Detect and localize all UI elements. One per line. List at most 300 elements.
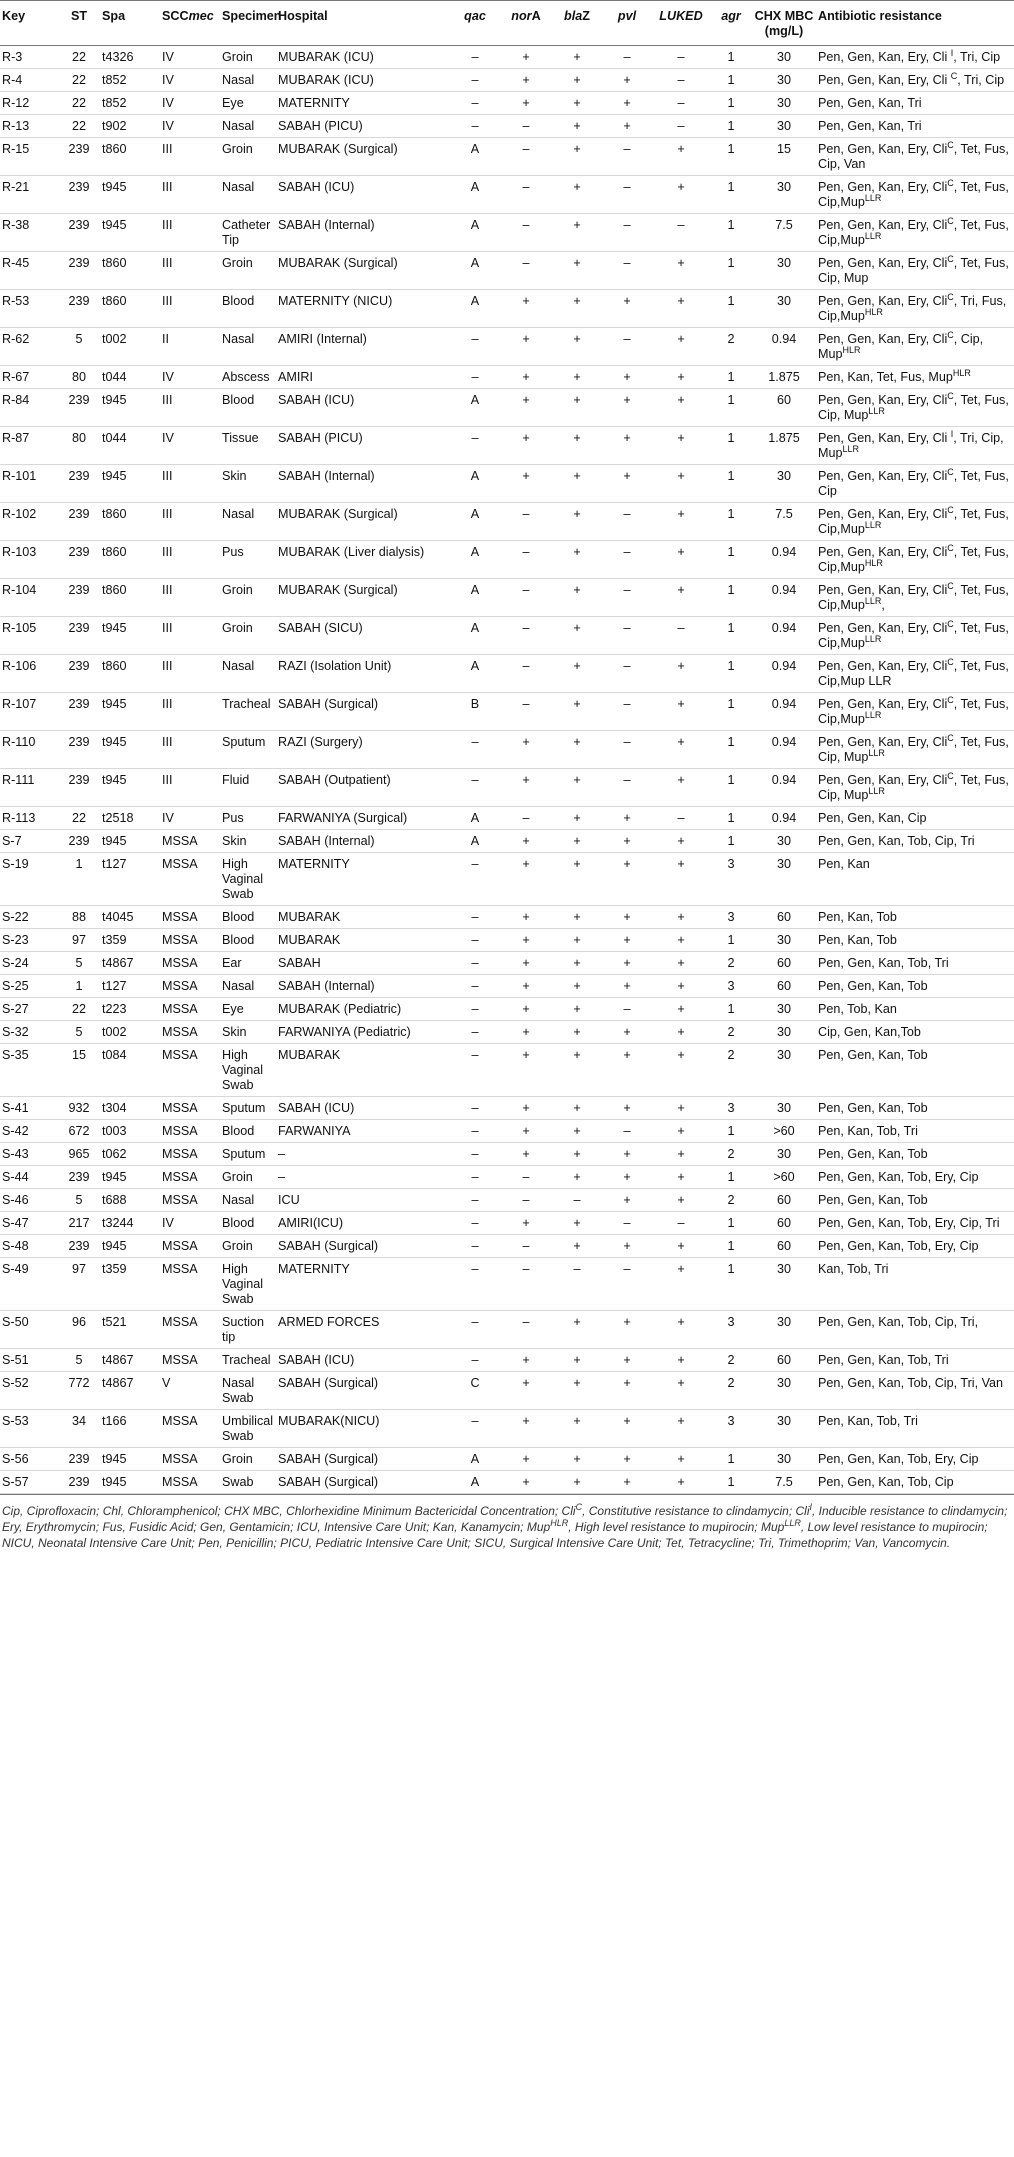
qac-cell: – — [450, 366, 500, 389]
blaz-cell: + — [552, 1166, 602, 1189]
column-header-hospital: Hospital — [276, 1, 450, 46]
chx-mbc-cell: 30 — [752, 1410, 816, 1448]
nora-cell: + — [500, 46, 552, 69]
blaz-cell: + — [552, 1143, 602, 1166]
sccmec-cell: MSSA — [160, 1044, 220, 1097]
nora-cell: + — [500, 366, 552, 389]
pvl-cell: + — [602, 427, 652, 465]
pvl-cell: + — [602, 975, 652, 998]
specimen-cell: Skin — [220, 1021, 276, 1044]
pvl-cell: – — [602, 328, 652, 366]
spa-cell: t860 — [100, 579, 160, 617]
column-header-chx-mbc: CHX MBC (mg/L) — [752, 1, 816, 46]
qac-cell: A — [450, 830, 500, 853]
key-cell: R-110 — [0, 731, 58, 769]
antibiotic-resistance-cell: Pen, Gen, Kan, Tob — [816, 975, 1014, 998]
blaz-cell: + — [552, 693, 602, 731]
sccmec-cell: MSSA — [160, 1258, 220, 1311]
sccmec-cell: V — [160, 1372, 220, 1410]
pvl-cell: – — [602, 655, 652, 693]
key-cell: S-23 — [0, 929, 58, 952]
spa-cell: t945 — [100, 731, 160, 769]
spa-cell: t945 — [100, 617, 160, 655]
table-row — [0, 693, 1014, 731]
antibiotic-resistance-cell: Pen, Gen, Kan, Ery, Cli$^C$, Tet, Fus, Cip, Mup — [816, 252, 1014, 290]
chx-mbc-cell: >60 — [752, 1120, 816, 1143]
blaz-cell: + — [552, 617, 602, 655]
nora-cell: + — [500, 1448, 552, 1471]
luked-cell: + — [652, 693, 710, 731]
qac-cell: A — [450, 807, 500, 830]
spa-cell: t688 — [100, 1189, 160, 1212]
spa-cell: t304 — [100, 1097, 160, 1120]
table-row — [0, 115, 1014, 138]
column-header-sccmec: SCCmec — [160, 1, 220, 46]
qac-cell: – — [450, 1189, 500, 1212]
pvl-cell: + — [602, 1044, 652, 1097]
specimen-cell: Blood — [220, 1212, 276, 1235]
antibiotic-resistance-cell: Pen, Gen, Kan, Ery, Cli$^C$, Tet, Fus, Cip,Mup$^{LLR}$ — [816, 176, 1014, 214]
table-row — [0, 69, 1014, 92]
antibiotic-resistance-cell: Pen, Gen, Kan, Tob, Cip, Tri, Van — [816, 1372, 1014, 1410]
agr-cell: 1 — [710, 655, 752, 693]
sccmec-cell: IV — [160, 427, 220, 465]
luked-cell: + — [652, 1235, 710, 1258]
st-cell: 239 — [58, 290, 100, 328]
table-row — [0, 731, 1014, 769]
spa-cell: t127 — [100, 975, 160, 998]
luked-cell: + — [652, 1120, 710, 1143]
antibiotic-resistance-cell: Pen, Gen, Kan, Tob — [816, 1044, 1014, 1097]
st-cell: 80 — [58, 427, 100, 465]
luked-cell: + — [652, 1097, 710, 1120]
hospital-cell: MUBARAK (ICU) — [276, 69, 450, 92]
qac-cell: – — [450, 46, 500, 69]
hospital-cell: SABAH (ICU) — [276, 1349, 450, 1372]
pvl-cell: + — [602, 1143, 652, 1166]
sccmec-cell: MSSA — [160, 1120, 220, 1143]
spa-cell: t902 — [100, 115, 160, 138]
column-header-agr: agr — [710, 1, 752, 46]
table-row — [0, 853, 1014, 906]
chx-mbc-cell: 30 — [752, 830, 816, 853]
specimen-cell: Pus — [220, 807, 276, 830]
specimen-cell: High Vaginal Swab — [220, 1044, 276, 1097]
key-cell: S-51 — [0, 1349, 58, 1372]
st-cell: 239 — [58, 830, 100, 853]
table-row — [0, 46, 1014, 69]
luked-cell: + — [652, 1021, 710, 1044]
agr-cell: 1 — [710, 998, 752, 1021]
pvl-cell: + — [602, 1410, 652, 1448]
chx-mbc-cell: 0.94 — [752, 769, 816, 807]
spa-cell: t003 — [100, 1120, 160, 1143]
luked-cell: + — [652, 176, 710, 214]
key-cell: R-21 — [0, 176, 58, 214]
pvl-cell: + — [602, 366, 652, 389]
key-cell: R-12 — [0, 92, 58, 115]
table-row — [0, 1235, 1014, 1258]
hospital-cell: MATERNITY (NICU) — [276, 290, 450, 328]
agr-cell: 1 — [710, 465, 752, 503]
luked-cell: + — [652, 1349, 710, 1372]
antibiotic-resistance-cell: Pen, Gen, Kan, Ery, Cli$^C$, Tet, Fus, Cip,Mup$^{LLR}$, — [816, 579, 1014, 617]
st-cell: 5 — [58, 1189, 100, 1212]
chx-mbc-cell: 7.5 — [752, 1471, 816, 1494]
antibiotic-resistance-cell: Pen, Gen, Kan, Ery, Cli$^C$, Tri, Fus, Cip,Mup$^{HLR}$ — [816, 290, 1014, 328]
antibiotic-resistance-cell: Pen, Gen, Kan, Tob, Ery, Cip — [816, 1235, 1014, 1258]
antibiotic-resistance-cell: Pen, Gen, Kan, Ery, Cli$^C$, Tet, Fus, Cip,Mup$^{LLR}$ — [816, 214, 1014, 252]
spa-cell: t127 — [100, 853, 160, 906]
st-cell: 239 — [58, 1448, 100, 1471]
nora-cell: – — [500, 807, 552, 830]
qac-cell: – — [450, 998, 500, 1021]
spa-cell: t044 — [100, 366, 160, 389]
key-cell: S-48 — [0, 1235, 58, 1258]
pvl-cell: – — [602, 46, 652, 69]
table-row — [0, 1097, 1014, 1120]
chx-mbc-cell: 30 — [752, 46, 816, 69]
pvl-cell: – — [602, 579, 652, 617]
nora-cell: + — [500, 769, 552, 807]
specimen-cell: Eye — [220, 92, 276, 115]
key-cell: R-13 — [0, 115, 58, 138]
nora-cell: + — [500, 427, 552, 465]
nora-cell: + — [500, 853, 552, 906]
blaz-cell: + — [552, 252, 602, 290]
table-row — [0, 929, 1014, 952]
pvl-cell: + — [602, 1471, 652, 1494]
blaz-cell: + — [552, 1044, 602, 1097]
pvl-cell: + — [602, 807, 652, 830]
sccmec-cell: IV — [160, 115, 220, 138]
st-cell: 97 — [58, 929, 100, 952]
antibiotic-resistance-cell: Pen, Gen, Kan, Ery, Cli$^C$, Tet, Fus, Cip, Van — [816, 138, 1014, 176]
antibiotic-resistance-cell: Pen, Kan, Tet, Fus, Mup$^{HLR}$ — [816, 366, 1014, 389]
luked-cell: + — [652, 1166, 710, 1189]
table-footnote: Cip, Ciprofloxacin; Chl, Chloramphenicol; CHX MBC, Chlorhexidine Minimum Bactericidal Concentration; Cli$^C$, Constitutive resistance to clindamycin; Cli$^I$, Inducible resistance to clindamycin; Ery, Erythromycin; Fus, Fusidic Acid; Gen, Gentamicin; ICU, Intensive Care Unit; Kan, Kanamycin; Mup$^{HLR}$, High level resistance to mupirocin; Mup$^{LLR}$, Low level resistance to mupirocin; NICU, Neonatal Intensive Care Unit; Pen, Penicillin; PICU, Pediatric Intensive Care Unit; SICU, Surgical Intensive Care Unit; Tet, Tetracycline; Tri, Trimethoprim; Van, Vancomycin. — [0, 1494, 1014, 1551]
blaz-cell: + — [552, 290, 602, 328]
spa-cell: t4326 — [100, 46, 160, 69]
table-row — [0, 579, 1014, 617]
antibiotic-resistance-cell: Pen, Gen, Kan, Ery, Cli$^C$, Tet, Fus, Cip,Mup$^{LLR}$ — [816, 503, 1014, 541]
blaz-cell: + — [552, 1372, 602, 1410]
antibiotic-resistance-cell: Pen, Gen, Kan, Tob, Cip, Tri, — [816, 1311, 1014, 1349]
qac-cell: – — [450, 1212, 500, 1235]
table-row — [0, 617, 1014, 655]
antibiotic-resistance-cell: Pen, Gen, Kan, Tri — [816, 115, 1014, 138]
hospital-cell: AMIRI (Internal) — [276, 328, 450, 366]
blaz-cell: + — [552, 541, 602, 579]
agr-cell: 1 — [710, 1448, 752, 1471]
st-cell: 239 — [58, 1235, 100, 1258]
key-cell: S-46 — [0, 1189, 58, 1212]
spa-cell: t852 — [100, 69, 160, 92]
table-row — [0, 769, 1014, 807]
luked-cell: + — [652, 328, 710, 366]
luked-cell: – — [652, 807, 710, 830]
antibiotic-resistance-cell: Kan, Tob, Tri — [816, 1258, 1014, 1311]
table-row — [0, 541, 1014, 579]
pvl-cell: + — [602, 92, 652, 115]
agr-cell: 1 — [710, 366, 752, 389]
key-cell: S-56 — [0, 1448, 58, 1471]
table-row — [0, 1189, 1014, 1212]
antibiotic-resistance-cell: Pen, Gen, Kan, Tob — [816, 1189, 1014, 1212]
pvl-cell: – — [602, 998, 652, 1021]
key-cell: R-15 — [0, 138, 58, 176]
st-cell: 22 — [58, 998, 100, 1021]
agr-cell: 2 — [710, 328, 752, 366]
qac-cell: A — [450, 138, 500, 176]
key-cell: R-53 — [0, 290, 58, 328]
key-cell: S-22 — [0, 906, 58, 929]
pvl-cell: + — [602, 1349, 652, 1372]
luked-cell: + — [652, 427, 710, 465]
column-header-specimen: Specimen — [220, 1, 276, 46]
spa-cell: t945 — [100, 830, 160, 853]
antibiotic-resistance-cell: Pen, Gen, Kan, Tob, Cip, Tri — [816, 830, 1014, 853]
table-header-row — [0, 1, 1014, 46]
sccmec-cell: MSSA — [160, 906, 220, 929]
qac-cell: – — [450, 1349, 500, 1372]
hospital-cell: ARMED FORCES — [276, 1311, 450, 1349]
sccmec-cell: IV — [160, 69, 220, 92]
sccmec-cell: MSSA — [160, 1235, 220, 1258]
specimen-cell: Blood — [220, 1120, 276, 1143]
specimen-cell: Sputum — [220, 1143, 276, 1166]
pvl-cell: + — [602, 290, 652, 328]
hospital-cell: MUBARAK (Pediatric) — [276, 998, 450, 1021]
hospital-cell: SABAH (SICU) — [276, 617, 450, 655]
agr-cell: 1 — [710, 138, 752, 176]
sccmec-cell: MSSA — [160, 929, 220, 952]
pvl-cell: + — [602, 1021, 652, 1044]
pvl-cell: + — [602, 929, 652, 952]
qac-cell: – — [450, 1097, 500, 1120]
chx-mbc-cell: 0.94 — [752, 328, 816, 366]
specimen-cell: Eye — [220, 998, 276, 1021]
blaz-cell: + — [552, 853, 602, 906]
pvl-cell: – — [602, 252, 652, 290]
chx-mbc-cell: 0.94 — [752, 617, 816, 655]
qac-cell: – — [450, 1021, 500, 1044]
specimen-cell: Umbilical Swab — [220, 1410, 276, 1448]
antibiotic-resistance-cell: Pen, Gen, Kan, Tob, Tri — [816, 1349, 1014, 1372]
table-row — [0, 1372, 1014, 1410]
spa-cell: t945 — [100, 1166, 160, 1189]
qac-cell: – — [450, 906, 500, 929]
key-cell: S-47 — [0, 1212, 58, 1235]
key-cell: R-62 — [0, 328, 58, 366]
specimen-cell: Suction tip — [220, 1311, 276, 1349]
chx-mbc-cell: 1.875 — [752, 427, 816, 465]
specimen-cell: Nasal — [220, 655, 276, 693]
antibiotic-resistance-cell: Pen, Gen, Kan, Ery, Cli$^C$, Tet, Fus, Cip,Mup$^{LLR}$ — [816, 617, 1014, 655]
spa-cell: t945 — [100, 389, 160, 427]
luked-cell: + — [652, 1143, 710, 1166]
sccmec-cell: MSSA — [160, 975, 220, 998]
chx-mbc-cell: 0.94 — [752, 693, 816, 731]
table-row — [0, 655, 1014, 693]
nora-cell: + — [500, 389, 552, 427]
agr-cell: 1 — [710, 252, 752, 290]
st-cell: 5 — [58, 1021, 100, 1044]
nora-cell: – — [500, 617, 552, 655]
luked-cell: + — [652, 906, 710, 929]
luked-cell: + — [652, 138, 710, 176]
nora-cell: – — [500, 503, 552, 541]
sccmec-cell: IV — [160, 92, 220, 115]
antibiotic-resistance-cell: Cip, Gen, Kan,Tob — [816, 1021, 1014, 1044]
blaz-cell: + — [552, 1311, 602, 1349]
key-cell: S-49 — [0, 1258, 58, 1311]
st-cell: 1 — [58, 853, 100, 906]
qac-cell: A — [450, 465, 500, 503]
table-row — [0, 138, 1014, 176]
sccmec-cell: MSSA — [160, 1143, 220, 1166]
luked-cell: – — [652, 46, 710, 69]
antibiotic-resistance-cell: Pen, Kan — [816, 853, 1014, 906]
column-header-blaz: blaZ — [552, 1, 602, 46]
antibiotic-resistance-cell: Pen, Gen, Kan, Tob, Tri — [816, 952, 1014, 975]
luked-cell: + — [652, 252, 710, 290]
spa-cell: t860 — [100, 655, 160, 693]
sccmec-cell: III — [160, 214, 220, 252]
luked-cell: + — [652, 1044, 710, 1097]
qac-cell: C — [450, 1372, 500, 1410]
luked-cell: + — [652, 465, 710, 503]
table-row — [0, 1044, 1014, 1097]
blaz-cell: + — [552, 214, 602, 252]
antibiotic-resistance-cell: Pen, Gen, Kan, Tob, Ery, Cip — [816, 1448, 1014, 1471]
table-row — [0, 1120, 1014, 1143]
antibiotic-resistance-cell: Pen, Gen, Kan, Tri — [816, 92, 1014, 115]
key-cell: R-67 — [0, 366, 58, 389]
qac-cell: – — [450, 1143, 500, 1166]
hospital-cell: RAZI (Surgery) — [276, 731, 450, 769]
agr-cell: 3 — [710, 906, 752, 929]
antibiotic-resistance-cell: Pen, Gen, Kan, Cip — [816, 807, 1014, 830]
key-cell: R-3 — [0, 46, 58, 69]
blaz-cell: + — [552, 731, 602, 769]
agr-cell: 1 — [710, 389, 752, 427]
pvl-cell: – — [602, 138, 652, 176]
qac-cell: A — [450, 214, 500, 252]
chx-mbc-cell: 60 — [752, 1189, 816, 1212]
sccmec-cell: IV — [160, 1212, 220, 1235]
nora-cell: + — [500, 906, 552, 929]
st-cell: 239 — [58, 731, 100, 769]
agr-cell: 3 — [710, 1097, 752, 1120]
nora-cell: + — [500, 1212, 552, 1235]
qac-cell: A — [450, 541, 500, 579]
pvl-cell: – — [602, 503, 652, 541]
antibiotic-resistance-cell: Pen, Gen, Kan, Ery, Cli$^C$, Cip, Mup$^{HLR}$ — [816, 328, 1014, 366]
chx-mbc-cell: 60 — [752, 975, 816, 998]
nora-cell: + — [500, 975, 552, 998]
agr-cell: 1 — [710, 69, 752, 92]
hospital-cell: – — [276, 1166, 450, 1189]
hospital-cell: MUBARAK(NICU) — [276, 1410, 450, 1448]
luked-cell: + — [652, 579, 710, 617]
specimen-cell: Tissue — [220, 427, 276, 465]
key-cell: R-38 — [0, 214, 58, 252]
agr-cell: 1 — [710, 290, 752, 328]
agr-cell: 1 — [710, 693, 752, 731]
pvl-cell: + — [602, 1448, 652, 1471]
chx-mbc-cell: >60 — [752, 1166, 816, 1189]
chx-mbc-cell: 30 — [752, 1448, 816, 1471]
hospital-cell: SABAH (Surgical) — [276, 1372, 450, 1410]
nora-cell: + — [500, 1120, 552, 1143]
spa-cell: t860 — [100, 503, 160, 541]
table-row — [0, 389, 1014, 427]
antibiotic-resistance-cell: Pen, Kan, Tob — [816, 906, 1014, 929]
key-cell: S-7 — [0, 830, 58, 853]
blaz-cell: + — [552, 69, 602, 92]
hospital-cell: MATERNITY — [276, 1258, 450, 1311]
sccmec-cell: MSSA — [160, 952, 220, 975]
luked-cell: + — [652, 1258, 710, 1311]
st-cell: 239 — [58, 214, 100, 252]
spa-cell: t4045 — [100, 906, 160, 929]
spa-cell: t359 — [100, 929, 160, 952]
spa-cell: t945 — [100, 176, 160, 214]
nora-cell: – — [500, 1189, 552, 1212]
column-header-nora: norA — [500, 1, 552, 46]
chx-mbc-cell: 30 — [752, 252, 816, 290]
blaz-cell: + — [552, 998, 602, 1021]
blaz-cell: + — [552, 1120, 602, 1143]
hospital-cell: SABAH (Internal) — [276, 465, 450, 503]
chx-mbc-cell: 60 — [752, 1349, 816, 1372]
key-cell: S-50 — [0, 1311, 58, 1349]
sccmec-cell: III — [160, 769, 220, 807]
nora-cell: + — [500, 929, 552, 952]
blaz-cell: + — [552, 975, 602, 998]
specimen-cell: Groin — [220, 1235, 276, 1258]
table-row — [0, 214, 1014, 252]
blaz-cell: + — [552, 1212, 602, 1235]
antibiotic-resistance-cell: Pen, Gen, Kan, Ery, Cli$^C$, Tet, Fus, Cip,Mup$^{LLR}$ — [816, 693, 1014, 731]
spa-cell: t945 — [100, 1235, 160, 1258]
st-cell: 239 — [58, 1471, 100, 1494]
agr-cell: 1 — [710, 929, 752, 952]
blaz-cell: + — [552, 1235, 602, 1258]
chx-mbc-cell: 30 — [752, 998, 816, 1021]
nora-cell: + — [500, 1097, 552, 1120]
qac-cell: – — [450, 1311, 500, 1349]
chx-mbc-cell: 30 — [752, 1143, 816, 1166]
st-cell: 239 — [58, 138, 100, 176]
specimen-cell: Groin — [220, 1448, 276, 1471]
sccmec-cell: III — [160, 252, 220, 290]
spa-cell: t044 — [100, 427, 160, 465]
chx-mbc-cell: 0.94 — [752, 731, 816, 769]
chx-mbc-cell: 60 — [752, 1235, 816, 1258]
table-row — [0, 1143, 1014, 1166]
table-row — [0, 328, 1014, 366]
luked-cell: + — [652, 731, 710, 769]
table-row — [0, 906, 1014, 929]
chx-mbc-cell: 30 — [752, 465, 816, 503]
blaz-cell: + — [552, 138, 602, 176]
column-header-key: Key — [0, 1, 58, 46]
chx-mbc-cell: 30 — [752, 176, 816, 214]
sccmec-cell: MSSA — [160, 1166, 220, 1189]
spa-cell: t852 — [100, 92, 160, 115]
